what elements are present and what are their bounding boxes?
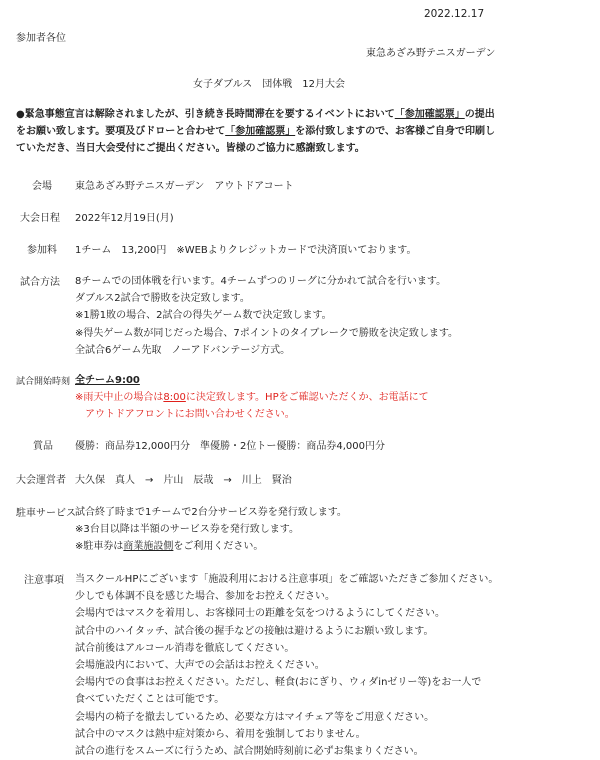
start-time-block — [75, 372, 429, 424]
fee-label: 参加料 — [27, 245, 57, 256]
parking-commercial-side: 商業施設側 — [123, 541, 174, 553]
start-time-text: 全チーム9:00 — [75, 375, 140, 386]
prize-text: 優勝：商品券12,000円分 準優勝・2位トー優勝：商品券4,000円分 — [75, 441, 385, 452]
venue-text: 東急あざみ野テニスガーデン アウトドアコート — [75, 181, 294, 192]
notice-form-name-2: 「参加確認票」 — [225, 126, 296, 137]
notice-paragraph — [16, 106, 496, 157]
cautions-label: 注意事項 — [24, 575, 64, 586]
rain-decision-time: 8:00 — [163, 392, 186, 404]
event-title: 女子ダブルス 団体戦 12月大会 — [193, 79, 346, 90]
cautions-lines — [75, 571, 498, 760]
caution-line: 会場施設内において、大声での会話はお控えください。 — [75, 660, 325, 672]
caution-line: 会場内の椅子を撤去しているため、必要な方はマイチェア等をご用意ください。 — [75, 711, 435, 723]
caution-line: 少しでも体調不良を感じた場合、参加をお控えください。 — [75, 591, 335, 603]
staff-label: 大会運営者 — [16, 475, 66, 486]
format-line: ※得失ゲーム数が同じだった場合、7ポイントのタイブレークで勝敗を決定致します。 — [75, 327, 459, 339]
format-label: 試合方法 — [20, 277, 60, 288]
parking-line-3b: をご利用ください。 — [173, 541, 264, 553]
caution-line: 会場内での食事はお控えください。ただし、軽食(おにぎり、ウィダinゼリー等)をお一人で — [75, 677, 482, 689]
parking-line-3a: ※駐車券は — [75, 541, 124, 553]
organizer-name: 東急あざみ野テニスガーデン — [366, 48, 496, 59]
caution-line: 試合の進行をスムーズに行うため、試合開始時刻前に必ずお集まりください。 — [75, 746, 424, 758]
notice-line-1: ●緊急事態宣言は解除されましたが、引き続き長時間滞在を要するイベントにおいて — [16, 109, 395, 120]
caution-line: 試合前後はアルコール消毒を徹底してください。 — [75, 642, 295, 654]
rain-notice-a: ※雨天中止の場合は — [75, 392, 164, 404]
fee-text: 1チーム 13,200円 ※WEBよりクレジットカードで決済頂いております。 — [75, 245, 417, 256]
notice-line-3: ていただき、当日大会受付にご提出ください。皆様のご協力に感謝致します。 — [16, 143, 365, 154]
caution-line: 食べていただくことは可能です。 — [75, 694, 225, 706]
caution-line: 会場内ではマスクを着用し、お客様同士の距離を気をつけるようにしてください。 — [75, 608, 445, 620]
format-line: 8チームでの団体戦を行います。4チームずつのリーグに分かれて試合を行います。 — [75, 276, 447, 287]
notice-line-2-end: を添付致しますので、お客様ご自身で印刷し — [295, 126, 496, 137]
parking-line-1: 試合終了時まで1チームで2台分サービス券を発行致します。 — [75, 507, 347, 518]
notice-form-name-1: 「参加確認票」 — [394, 109, 465, 120]
caution-line: 試合中のマスクは熱中症対策から、着用を強制しておりません。 — [75, 728, 366, 740]
venue-label: 会場 — [32, 181, 52, 192]
addressee: 参加者各位 — [16, 33, 66, 44]
caution-line: 試合中のハイタッチ、試合後の握手などの接触は避けるようにお願い致します。 — [75, 625, 434, 637]
parking-label: 駐車サービス — [16, 508, 76, 519]
caution-line: 当スクールHPにございます「施設利用における注意事項」をご確認いただきご参加ください。 — [75, 574, 499, 585]
date-text: 2022年12月19日(月) — [75, 213, 174, 224]
format-line: ダブルス2試合で勝敗を決定致します。 — [75, 293, 250, 305]
notice-line-2: をお願い致します。要項及びドローと合わせて — [16, 126, 226, 137]
rain-notice-c: アウトドアフロントにお問い合わせください。 — [85, 409, 295, 421]
start-time-label: 試合開始時刻 — [16, 377, 71, 387]
staff-text: 大久保 真人 → 片山 辰哉 → 川上 賢治 — [75, 475, 292, 486]
document-date: 2022.12.17 — [424, 8, 485, 20]
date-label: 大会日程 — [20, 213, 60, 224]
notice-line-1-end: の提出 — [464, 109, 495, 120]
prize-label: 賞品 — [33, 441, 53, 452]
parking-lines — [75, 504, 347, 556]
parking-line-2: ※3台目以降は半額のサービス券を発行致します。 — [75, 524, 299, 536]
format-line: ※1勝1敗の場合、2試合の得失ゲーム数で決定致します。 — [75, 310, 332, 322]
format-line: 全試合6ゲーム先取 ノーアドバンテージ方式。 — [75, 344, 291, 356]
format-lines — [75, 273, 458, 359]
rain-notice-b: に決定致します。HPをご確認いただくか、お電話にて — [185, 392, 429, 404]
